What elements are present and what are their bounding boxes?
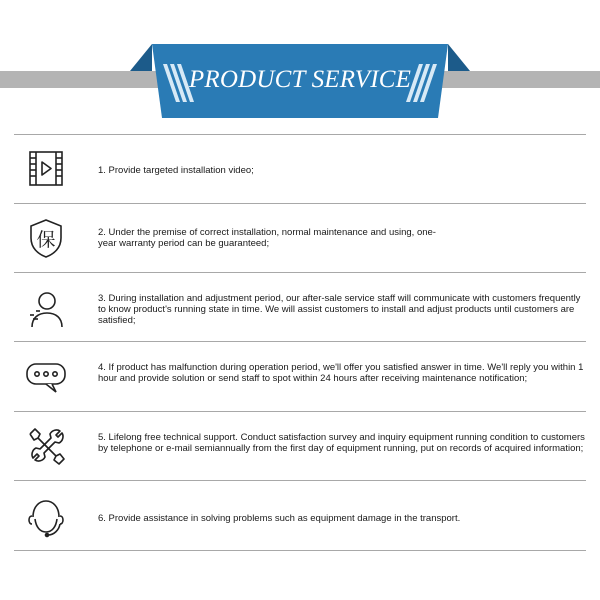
- service-text: 5. Lifelong free technical support. Conduct satisfaction survey and inquiry equipment running condition to customers by telephone or e-mail semiannually from the first day of equipment running, put on records of acquired information;: [98, 432, 585, 454]
- divider: [14, 550, 586, 551]
- service-item-staff: [14, 273, 586, 341]
- service-item-video: [14, 135, 586, 203]
- warranty-glyph: 保: [36, 229, 56, 251]
- video-play-icon: [24, 147, 68, 191]
- service-item-assistance: [14, 481, 586, 550]
- chat-bubble-icon: [24, 354, 68, 398]
- service-text: 3. During installation and adjustment period, our after-sale service staff will communicate with customers frequently to know product's running state in time. We will assist customers to install and adjust products until customers are satisfied;: [98, 293, 581, 326]
- service-item-reply: [14, 342, 586, 411]
- service-text: 1. Provide targeted installation video;: [98, 165, 254, 176]
- banner-title: PRODUCT SERVICE: [188, 66, 412, 93]
- headset-icon: [24, 495, 68, 539]
- banner-ribbon: [0, 0, 600, 120]
- service-staff-icon: [24, 287, 68, 331]
- service-text: 6. Provide assistance in solving problems such as equipment damage in the transport.: [98, 513, 461, 524]
- service-text: 4. If product has malfunction during operation period, we'll offer you satisfied answer in time. We'll reply you within 1 hour and provide solution or send staff to spot within 24 hours after receiving maintenance notification;: [98, 362, 584, 384]
- service-text: 2. Under the premise of correct installation, normal maintenance and using, one-year warranty period can be guaranteed;: [98, 227, 436, 249]
- warranty-shield-icon: [24, 216, 68, 260]
- service-item-warranty: [14, 204, 586, 272]
- wrench-icon: [24, 424, 68, 468]
- service-item-support: [14, 412, 586, 480]
